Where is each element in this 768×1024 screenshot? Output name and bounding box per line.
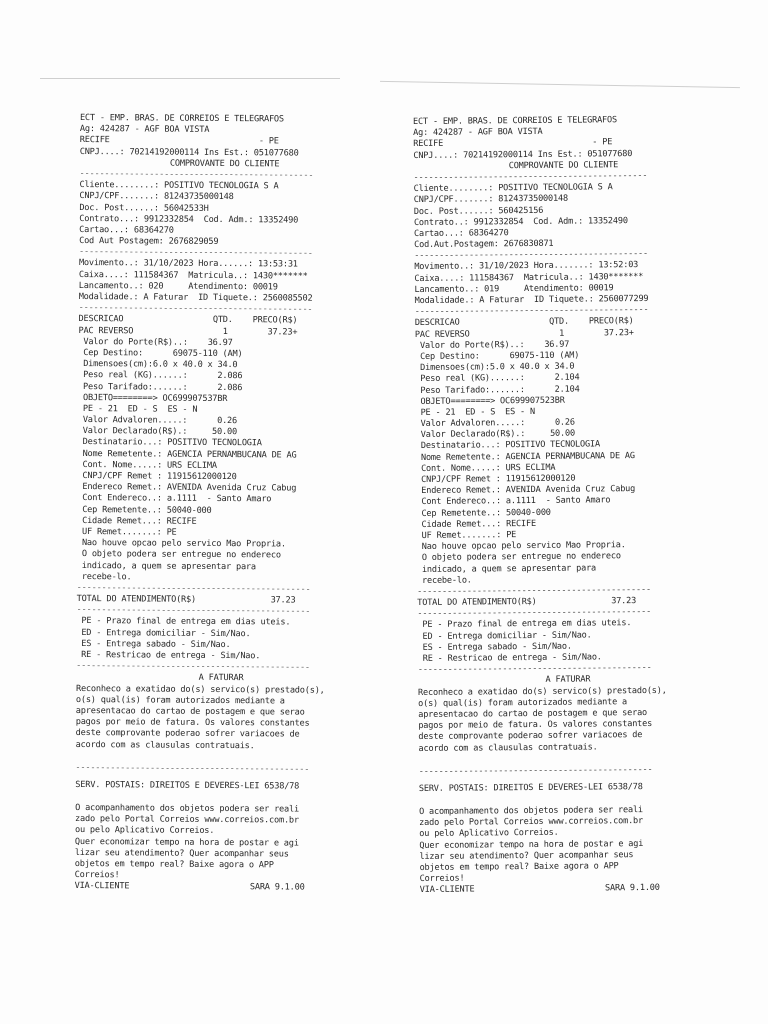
client-info-line: Doc. Post......: 560425156 [413, 205, 544, 217]
item-line: PAC REVERSO 1 37.23+ [78, 325, 298, 338]
client-info-line: CNPJ/CPF.......: 81243735000148 [79, 191, 234, 203]
legend-line: ES - Entrega sabado - Sim/Nao. [417, 641, 572, 653]
item-line: PAC REVERSO 1 37.23+ [414, 327, 634, 340]
item-detail-line: Nao houve opcao pelo servico Mao Propria. [416, 540, 626, 553]
item-detail-line: Dimensoes(cm):6.0 x 40.0 x 34.0 [78, 359, 238, 371]
item-detail-line: indicado, a quem se apresentar para [76, 560, 256, 572]
item-detail-line: Peso Tarifado:......: 2.086 [78, 381, 243, 393]
separator-line: ----------------------------------------------- [417, 584, 651, 597]
scan-edge-line [380, 81, 740, 88]
item-detail-line: recebe-lo. [417, 575, 472, 586]
item-detail-line: UF Remet.......: PE [77, 526, 177, 538]
separator-line: ----------------------------------------------- [76, 661, 310, 673]
item-detail-line: O objeto podera ser entregue no endereco [416, 551, 621, 564]
footer-text-line: ou pelo Aplicativo Correios. [74, 825, 215, 837]
legend-line: ED - Entrega domiciliar - Sim/Nao. [76, 627, 251, 639]
separator-line: ----------------------------------------------- [78, 303, 313, 315]
item-detail-line: Cep Destino: 69075-110 (AM) [78, 347, 243, 360]
header-line: Ag: 424287 - AGF BOA VISTA [413, 127, 543, 139]
legend-line: RE - Restricao de entrega - Sim/Nao. [76, 649, 261, 662]
comprovante-title: COMPROVANTE DO CLIENTE [169, 158, 280, 170]
faturar-text-line: o(s) qual(is) foram autorizados mediante a [418, 696, 628, 709]
movement-info-line: Movimento..: 31/10/2023 Hora.......: 13:52:03 [414, 260, 639, 273]
item-detail-line: Cidade Remet...: RECIFE [77, 515, 197, 527]
client-info-line: Contrato...: 9912332854 Cod. Adm.: 13352490 [79, 213, 299, 226]
faturar-text-line: deste comprovante poderao sofrer variacoes de [75, 728, 300, 740]
footer-text-line: lizar seu atendimento? Quer acompanhar seus [74, 847, 289, 860]
item-detail-line: Endereco Remet.: AVENIDA Avenida Cruz Cabug [77, 482, 297, 494]
footer-text-line: Correios! [74, 870, 120, 881]
item-detail-line: UF Remet.......: PE [416, 530, 517, 541]
separator-line: ----------------------------------------------- [75, 762, 310, 775]
separator-line: ----------------------------------------------- [79, 168, 314, 181]
separator-line: ----------------------------------------------- [414, 305, 649, 318]
item-detail-line: CNPJ/CPF Remet : 11915612000120 [77, 470, 237, 483]
item-detail-line: Valor do Porte(R$)..: 36.97 [78, 336, 233, 348]
client-info-line: Contrato..: 9912332854 Cod. Adm.: 13352490 [413, 215, 628, 228]
footer-text-line: zado pelo Portal Correios www.correios.com.br [419, 816, 644, 829]
scan-edge-line [40, 78, 340, 79]
faturar-text-line: Reconheco a exatidao do(s) servico(s) prestado(s), [75, 683, 325, 696]
total-line: TOTAL DO ATENDIMENTO(R$) 37.23 [417, 596, 637, 609]
item-detail-line: recebe-lo. [76, 571, 132, 583]
header-line: CNPJ....: 70214192000114 Ins Est.: 051077680 [79, 146, 299, 159]
footer-text-line: ou pelo Aplicativo Correios. [419, 828, 559, 840]
comprovante-title: COMPROVANTE DO CLIENTE [508, 159, 619, 171]
serv-postais-title: SERV. POSTAIS: DIREITOS E DEVERES-LEI 6538/78 [418, 781, 643, 794]
item-detail-line: PE - 21 ED - S ES - N [415, 406, 535, 418]
item-detail-line: Dimensoes(cm):5.0 x 40.0 x 34.0 [415, 361, 575, 374]
item-detail-line: PE - 21 ED - S ES - N [77, 403, 198, 415]
client-info-line: CNPJ/CPF.......: 81243735000148 [413, 193, 568, 206]
serv-postais-title: SERV. POSTAIS: DIREITOS E DEVERES-LEI 6538/78 [75, 779, 300, 792]
faturar-text-line: pagos por meio de fatura. Os valores constantes [75, 717, 310, 729]
item-detail-line: Nome Remetente.: AGENCIA PERNAMBUCANA DE AG [415, 450, 635, 463]
item-detail-line: Cont. Nome.....: URS ECLIMA [77, 459, 217, 471]
footer-text-line: Correios! [419, 873, 465, 885]
client-info-line: Cliente........: POSITIVO TECNOLOGIA S A [79, 180, 279, 192]
footer-row [75, 881, 365, 894]
footer-text-line: Quer economizar tempo na hora de postar e agi [419, 838, 644, 851]
sara-version: SARA 9.1.00 [249, 882, 305, 893]
sara-version: SARA 9.1.00 [604, 883, 660, 894]
header-line: RECIFE - PE [413, 137, 613, 150]
faturar-text-line: pagos por meio de fatura. Os valores constantes [418, 719, 653, 732]
header-line: Ag: 424287 - AGF BOA VISTA [79, 124, 210, 136]
item-detail-line: Peso Tarifado:......: 2.104 [415, 384, 580, 396]
footer-row [420, 883, 720, 897]
legend-line: RE - Restricao de entrega - Sim/Nao. [417, 652, 602, 664]
movement-info-line: Caixa....: 111584367 Matricula..: 1430******* [414, 271, 644, 284]
header-line: ECT - EMP. BRAS. DE CORREIOS E TELEGRAFOS [413, 115, 618, 127]
item-detail-line: CNPJ/CPF Remet : 11915612000120 [416, 473, 576, 485]
header-line: ECT - EMP. BRAS. DE CORREIOS E TELEGRAFOS [79, 113, 284, 125]
faturar-text-line: acordo com as clausulas contratuais. [75, 739, 255, 751]
client-info-line: Cartao...: 68364270 [413, 228, 509, 239]
footer-text-line: lizar seu atendimento? Quer acompanhar seus [419, 849, 634, 862]
separator-line: ----------------------------------------------- [78, 247, 313, 259]
receipt-right [413, 114, 720, 896]
footer-text-line: objetos em tempo real? Baixe agora o APP [74, 858, 274, 871]
item-detail-line: Cidade Remet...: RECIFE [416, 518, 536, 530]
item-detail-line: Valor Advaloren.....: 0.26 [415, 417, 575, 430]
item-detail-line: Cep Destino: 69075-110 (AM) [415, 350, 580, 362]
header-line: RECIFE - PE [79, 135, 279, 147]
item-detail-line: Destinatario...: POSITIVO TECNOLOGIA [415, 439, 600, 452]
separator-line: ----------------------------------------------- [76, 605, 311, 617]
footer-text-line: objetos em tempo real? Baixe agora o APP [419, 861, 619, 873]
movement-info-line: Movimento..: 31/10/2023 Hora......: 13:53:31 [78, 258, 298, 270]
separator-line: ----------------------------------------------- [414, 249, 649, 262]
faturar-text-line: Reconheco a exatidao do(s) servico(s) prestado(s), [417, 685, 667, 698]
item-detail-line: Endereco Remet.: AVENIDA Avenida Cruz Cabug [416, 484, 636, 497]
receipt-left [75, 113, 370, 895]
item-detail-line: Valor Declarado(R$).: 50.00 [415, 428, 575, 441]
item-detail-line: Cont Endereco..: a.1111 - Santo Amaro [416, 495, 611, 508]
legend-line: ED - Entrega domiciliar - Sim/Nao. [417, 630, 592, 642]
footer-text-line: zado pelo Portal Correios www.correios.com.br [75, 814, 299, 826]
via-cliente-label: VIA-CLIENTE [74, 881, 130, 892]
item-detail-line: O objeto podera ser entregue no endereco [76, 549, 281, 561]
client-info-line: Cartao...: 68364270 [79, 224, 174, 236]
client-info-line: Cod.Aut.Postagem: 2676830871 [414, 238, 554, 251]
item-detail-line: indicado, a quem se apresentar para [416, 562, 597, 575]
faturar-text-line: deste comprovante poderao sofrer variacoes de [418, 730, 643, 743]
client-info-line: Cliente........: POSITIVO TECNOLOGIA S A [413, 182, 613, 195]
total-line: TOTAL DO ATENDIMENTO(R$) 37.23 [76, 594, 296, 606]
faturar-text-line: o(s) qual(is) foram autorizados mediante a [75, 694, 285, 707]
items-header: DESCRICAO QTD. PRECO(R$) [414, 316, 634, 329]
item-detail-line: Valor do Porte(R$)..: 36.97 [414, 339, 570, 351]
movement-info-line: Modalidade.: A Faturar ID Tiquete.: 2560085502 [78, 291, 313, 304]
legend-line: PE - Prazo final de entrega em dias uteis. [76, 616, 291, 628]
item-detail-line: Valor Declarado(R$).: 50.00 [77, 426, 237, 438]
faturar-text-line: acordo com as clausulas contratuais. [418, 741, 598, 754]
movement-info-line: Lancamento..: 020 Atendimento: 00019 [78, 280, 278, 293]
item-detail-line: Cep Remetente..: 50040-000 [77, 504, 212, 516]
separator-line: ----------------------------------------------- [417, 663, 652, 676]
via-cliente-label: VIA-CLIENTE [419, 884, 475, 896]
separator-line: ----------------------------------------------- [418, 764, 653, 777]
client-info-line: Cod Aut Postagem: 2676829059 [79, 236, 219, 248]
movement-info-line: Modalidade.: A Faturar ID Tiquete.: 2560077299 [414, 293, 649, 306]
movement-info-line: Caixa....: 111584367 Matricula..: 1430******* [78, 269, 308, 282]
item-detail-line: Nome Remetente.: AGENCIA PERNAMBUCANA DE AG [77, 448, 297, 461]
item-detail-line: OBJETO========> OC699907537BR [77, 392, 228, 404]
movement-info-line: Lancamento..: 019 Atendimento: 00019 [414, 283, 614, 295]
client-info-line: Doc. Post......: 56042533H [79, 202, 209, 214]
item-detail-line: Destinatario...: POSITIVO TECNOLOGIA [77, 437, 262, 449]
item-detail-line: Peso real (KG)......: 2.104 [415, 372, 580, 385]
footer-text-line: O acompanhamento dos objetos podera ser reali [419, 805, 643, 818]
separator-line: ----------------------------------------------- [76, 582, 311, 595]
legend-line: PE - Prazo final de entrega em dias uteis. [417, 618, 632, 631]
header-line: CNPJ....: 70214192000114 Ins Est.: 051077680 [413, 148, 633, 161]
separator-line: ----------------------------------------------- [417, 607, 652, 620]
item-detail-line: Nao houve opcao pelo servico Mao Propria. [76, 538, 286, 550]
item-detail-line: Peso real (KG)......: 2.086 [78, 370, 243, 382]
footer-text-line: O acompanhamento dos objetos podera ser reali [75, 803, 300, 815]
item-detail-line: Cep Remetente..: 50040-000 [416, 507, 551, 519]
item-detail-line: Valor Advaloren.....: 0.26 [77, 415, 238, 427]
faturar-text-line: apresentacao do cartao de postagem e que serao [418, 707, 648, 720]
item-detail-line: Cont Endereco..: a.1111 - Santo Amaro [77, 493, 272, 505]
faturar-title: A FATURAR [198, 673, 244, 684]
legend-line: ES - Entrega sabado - Sim/Nao. [76, 638, 231, 650]
items-header: DESCRICAO QTD. PRECO(R$) [78, 314, 298, 326]
footer-text-line: Quer economizar tempo na hora de postar e agi [74, 836, 299, 849]
item-detail-line: Cont. Nome.....: URS ECLIMA [416, 462, 556, 474]
faturar-title: A FATURAR [545, 674, 591, 686]
separator-line: ----------------------------------------------- [413, 170, 648, 183]
faturar-text-line: apresentacao do cartao de postagem e que serao [75, 705, 305, 718]
item-detail-line: OBJETO========> OC699907523BR [415, 395, 565, 407]
